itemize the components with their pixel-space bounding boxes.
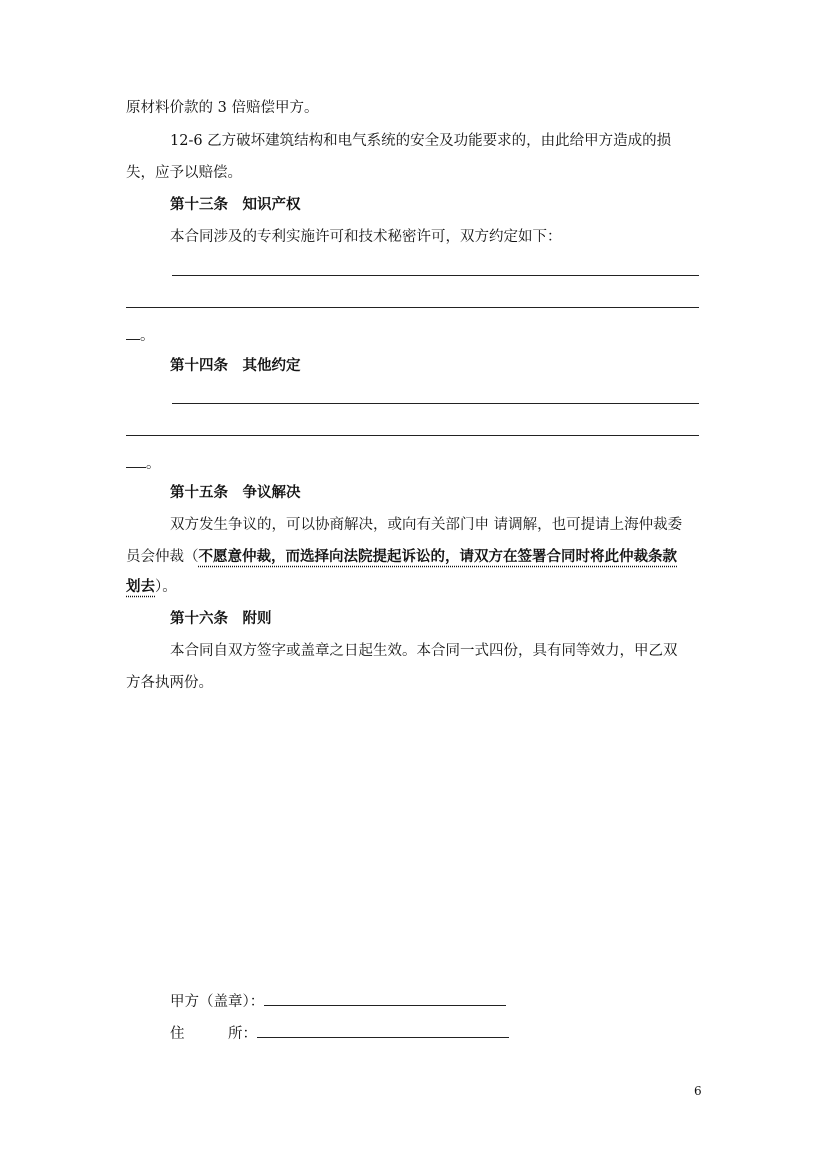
end-mark: 。 xyxy=(140,328,155,344)
article-13-end xyxy=(126,325,700,346)
blank-line xyxy=(126,325,140,340)
article-14-end xyxy=(126,453,700,474)
blank-line xyxy=(126,435,699,436)
signature-address xyxy=(170,1023,700,1044)
article-15-line3 xyxy=(126,577,700,597)
label: 甲方（盖章）： xyxy=(170,994,265,1010)
blank-line xyxy=(172,275,699,276)
blank-line xyxy=(126,307,699,308)
label: 住 所： xyxy=(170,1026,257,1042)
article-15-line2 xyxy=(126,547,700,567)
clause-12-6-line2: 失，应予以赔偿。 xyxy=(126,165,242,181)
article-16-line1: 本合同自双方签字或盖章之日起生效。本合同一式四份，具有同等效力，甲乙双 xyxy=(170,643,678,659)
article-13-heading: 第十三条 知识产权 xyxy=(170,196,301,213)
article-15-line1: 双方发生争议的，可以协商解决，或向有关部门申 请调解，也可提请上海仲裁委 xyxy=(170,517,683,533)
clause-12-6-line1: 12-6 乙方破坏建筑结构和电气系统的安全及功能要求的，由此给甲方造成的损 xyxy=(170,133,672,149)
article-14-heading: 第十四条 其他约定 xyxy=(170,357,301,374)
page-number: 6 xyxy=(694,1084,702,1098)
article-13-body: 本合同涉及的专利实施许可和技术秘密许可，双方约定如下： xyxy=(170,229,562,245)
article-15-heading: 第十五条 争议解决 xyxy=(170,484,301,501)
address-field xyxy=(257,1023,509,1038)
text: 员会仲裁（ xyxy=(126,549,199,565)
end-mark: 。 xyxy=(146,456,161,472)
emphasized-note: 不愿意仲裁，而选择向法院提起诉讼的，请双方在签署合同时将此仲裁条款 xyxy=(198,548,677,565)
emphasized-note: 划去 xyxy=(126,578,155,595)
signature-party-a xyxy=(170,991,700,1012)
signature-field xyxy=(264,991,506,1006)
blank-line xyxy=(126,453,146,468)
text: ）。 xyxy=(155,579,177,595)
paragraph-text: 原材料价款的 3 倍赔偿甲方。 xyxy=(126,100,319,116)
blank-line xyxy=(172,403,699,404)
article-16-heading: 第十六条 附则 xyxy=(170,610,272,627)
article-16-line2: 方各执两份。 xyxy=(126,675,213,691)
